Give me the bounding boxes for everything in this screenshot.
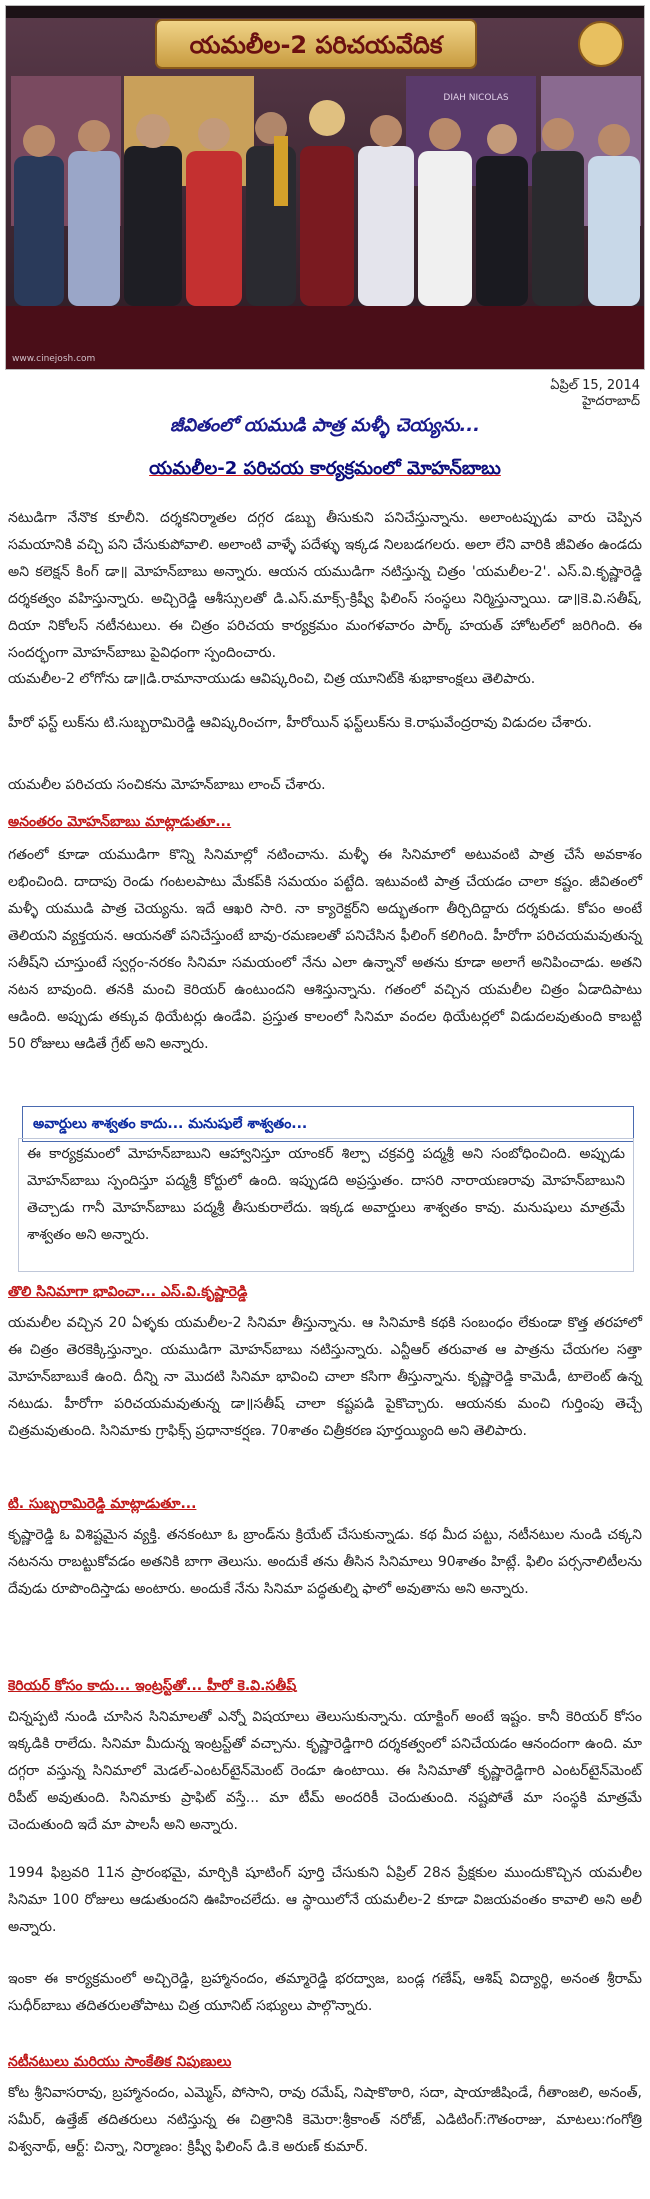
headline: జీవితంలో యముడి పాత్ర మళ్ళీ చెయ్యను... xyxy=(170,415,480,436)
dateline xyxy=(0,378,640,410)
paragraph-ali: 1994 ఫిబ్రవరి 11న ప్రారంభమై, మార్చికి షూటింగ్ పూర్తి చేసుకుని ఏప్రిల్ 28న ప్రేక్షకుల ముందుకొచ్చిన యమలీల సినిమా 100 రోజులు ఆడుతుందని ఊహించలేదు. ఆ స్థాయిలోనే యమలీల-2 కూడా విజయవంతం కావాలి అని అలీ అన్నారు. xyxy=(8,1865,642,1935)
subheadline: యమలీల-2 పరిచయ కార్యక్రమంలో మోహన్‌బాబు xyxy=(149,458,501,479)
poster-text: DIAH NICOLAS xyxy=(443,93,509,103)
paragraph-subbaramireddy: కృష్ణారెడ్డి ఓ విశిష్టమైన వ్యక్తి. తనకంటూ ఓ బ్రాండ్‌ను క్రియేట్ చేసుకున్నాడు. కథ మీద పట్టు, నటీనటుల నుండి చక్కని నటనను రాబట్టుకోవడం అతనికి బాగా తెలుసు. అందుకే తను తీసిన సినిమాలు 90శాతం హిట్లే. ఫిలిం పర్సనాలిటీలను దేవుడు రూపొందిస్తాడు అంటారు. అందుకే నేను సినిమా పద్ధతుల్ని ఫాలో అవుతాను అని అన్నారు. xyxy=(8,1527,642,1597)
subhead-cast-crew: నటీనటులు మరియు సాంకేతిక నిపుణులు xyxy=(8,2054,232,2070)
date: ఏప్రిల్ 15, 2014 xyxy=(550,378,640,393)
subhead-awards: అవార్డులు శాశ్వతం కాదు... మనుషులే శాశ్వతం... xyxy=(22,1106,634,1142)
subhead-director: తొలి సినిమాగా భావించా... ఎస్.వి.కృష్ణారెడ్డి xyxy=(8,1284,248,1300)
paragraph-intro: నటుడిగా నేనొక కూలీని. దర్శకనిర్మాతల దగ్గర డబ్బు తీసుకుని పనిచేస్తున్నాను. అలాంటప్పుడు వారు చెప్పిన సమయానికి వచ్చి పని చేసుకుపోవాలి. అలాంటి వాళ్ళే పదేళ్ళు ఇక్కడ నిలబడగలరు. అలా లేని వారికి జీవితం ఉండదు అని కలెక్షన్ కింగ్ డా॥ మోహన్‌బాబు అన్నారు. ఆయన యముడిగా నటిస్తున్న చిత్రం 'యమలీల-2'. ఎస్.వి.కృష్ణారెడ్డి దర్శకత్వం వహిస్తున్నారు. అచ్చిరెడ్డి ఆశీస్సులతో డి.ఎస్.మాక్స్-క్రిష్వీ ఫిలింస్ సంస్థలు నిర్మిస్తున్నాయి. డా॥కె.వి.సతీష్, దియా నికోలస్ నటీనటులు. ఈ చిత్రం పరిచయ కార్యక్రమం మంగళవారం పార్క్ హయత్ హోటల్‌లో జరిగింది. ఈ సందర్భంగా మోహన్‌బాబు పైవిధంగా స్పందించారు. xyxy=(8,510,642,661)
paragraph-cast-crew: కోట శ్రీనివాసరావు, బ్రహ్మానందం, ఎమ్మెస్, పోసాని, రావు రమేష్, నిషాకొఠారి, సదా, షాయాజీషిండే, గీతాంజలి, అనంత్, సమీర్, ఉత్తేజ్ తదితరులు నటిస్తున్న ఈ చిత్రానికి కెమెరా:శ్రీకాంత్ నరోజ్, ఎడిటింగ్:గౌతంరాజు, మాటలు:గంగోత్రి విశ్వనాథ్, ఆర్ట్: చిన్నా, నిర్మాణం: క్రిష్వీ ఫిలింస్ డి.కె అరుణ్ కుమార్. xyxy=(8,2085,642,2155)
paragraph-director: యమలీల వచ్చిన 20 ఏళ్ళకు యమలీల-2 సినిమా తీస్తున్నాను. ఆ సినిమాకి కథకి సంబంధం లేకుండా కొత్త తరహాలో ఈ చిత్రం తెరకెక్కిస్తున్నాం. యముడిగా మోహన్‌బాబు నటిస్తున్నారు. ఎన్టీఆర్ తరువాత ఆ పాత్రను చేయగల సత్తా మోహన్‌బాబుకే ఉంది. దీన్ని నా మొదటి సినిమా భావించి చాలా కసిగా తీస్తున్నాను. కృష్ణారెడ్డి కామెడీ, టాలెంట్ ఉన్న నటుడు. హీరోగా పరిచయమవుతున్న డా॥సతీష్ చాలా కష్టపడి పైకొచ్చారు. ఆయనకు మంచి గుర్తింపు తెచ్చే చిత్రమవుతుంది. సినిమాకు గ్రాఫిక్స్ ప్రధానాకర్షణ. 70శాతం చిత్రీకరణ పూర్తయ్యింది అని తెలిపారు. xyxy=(8,1315,642,1439)
paragraph-launch: యమలీల పరిచయ సంచికను మోహన్‌బాబు లాంచ్ చేశారు. xyxy=(8,777,326,793)
subhead-subbaramireddy: టి. సుబ్బరామిరెడ్డి మాట్లాడుతూ... xyxy=(8,1496,197,1512)
subhead-hero: కెరియర్ కోసం కాదు... ఇంట్రస్ట్‌తో... హీరో కె.వి.సతీష్ xyxy=(8,1678,297,1694)
photo-watermark: www.cinejosh.com xyxy=(12,354,96,364)
awards-box xyxy=(18,1138,634,1272)
paragraph-first-look: హీరో ఫస్ట్ లుక్‌ను టి.సుబ్బరామిరెడ్డి ఆవిష్కరించగా, హీరోయిన్ ఫస్ట్‌లుక్‌ను కె.రాఘవేంద్రరావు విడుదల చేశారు. xyxy=(8,715,592,731)
paragraph-hero: చిన్నప్పటి నుండి చూసిన సినిమాలతో ఎన్నో విషయాలు తెలుసుకున్నాను. యాక్టింగ్ అంటే ఇష్టం. కానీ కెరియర్ కోసం ఇక్కడికి రాలేదు. సినిమా మీదున్న ఇంట్రస్ట్‌తో వచ్చాను. కృష్ణారెడ్డిగారి దర్శకత్వంలో పనిచేయడం ఆనందంగా ఉంది. మా దగ్గరా వస్తున్న సినిమాలో మెడల్-ఎంటర్‌టైన్‌మెంట్ రెండూ ఉంటాయి. ఈ సినిమాతో కృష్ణారెడ్డిగారి ఎంటర్‌టైన్‌మెంట్ రిపీట్ అవుతుంది. సినిమాకు ప్రాఫిట్ వస్తే... మా టీమ్ అందరికీ చెందుతుంది. నష్టపోతే మా సంస్థకి మాత్రమే చెందుతుంది ఇదే మా పాలసీ అని అన్నారు. xyxy=(8,1709,642,1833)
paragraph-logo: యమలీల-2 లోగోను డా॥డి.రామానాయుడు ఆవిష్కరించి, చిత్ర యూనిట్‌కి శుభాకాంక్షలు తెలిపారు. xyxy=(8,671,536,687)
paragraph-mohanbabu: గతంలో కూడా యముడిగా కొన్ని సినిమాల్లో నటించాను. మళ్ళీ ఈ సినిమాలో అటువంటి పాత్ర చేసే అవకాశం లభించింది. దాదాపు రెండు గంటలపాటు మేకప్‌కి సమయం పట్టేది. ఇటువంటి పాత్ర చేయడం చాలా కష్టం. జీవితంలో మళ్ళీ యముడి పాత్ర చెయ్యను. ఇదే ఆఖరి సారి. నా క్యారెక్టర్‌ని అద్భుతంగా తీర్చిదిద్దారు దర్శకుడు. కోపం అంటే తెలియని వ్యక్తయన. ఆయనతో పనిచేస్తుంటే బావు-రమణలతో పనిచేసిన ఫీలింగ్ కలిగింది. హీరోగా పరిచయమవుతున్న సతీష్‌ని చూస్తుంటే స్వర్గం-నరకం సినిమా సమయంలో నేను ఎలా ఉన్నానో అతను కూడా అలాగే అనిపించాడు. అతని నటన బావుంది. తనకి మంచి కెరియర్ ఉంటుందని ఆశిస్తున్నాను. గతంలో వచ్చిన యమలీల చిత్రం ఏడాదిపాటు ఆడింది. అప్పుడు తక్కువ థియేటర్లు ఉండేవి. ప్రస్తుత కాలంలో సినిమా వందల థియేటర్లలో విడుదలవుతుంది కాబట్టి 50 రోజులు ఆడితే గ్రేట్ అని అన్నారు. xyxy=(8,847,642,1052)
event-photo xyxy=(5,5,645,370)
subhead-mohanbabu: అనంతరం మోహన్‌బాబు మాట్లాడుతూ... xyxy=(8,814,232,830)
banner-text: యమలీల-2 పరిచయవేదిక xyxy=(189,31,443,59)
place: హైదరాబాద్ xyxy=(582,394,640,409)
paragraph-attendees: ఇంకా ఈ కార్యక్రమంలో అచ్చిరెడ్డి, బ్రహ్మానందం, తమ్మారెడ్డి భరద్వాజ, బండ్ల గణేష్, ఆశిష్ విద్యార్థి, అనంత శ్రీరామ్ సుధీర్‌బాబు తదితరులతోపాటు చిత్ర యూనిట్ సభ్యులు పాల్గొన్నారు. xyxy=(8,1971,642,2014)
paragraph-awards: ఈ కార్యక్రమంలో మోహన్‌బాబుని ఆహ్వానిస్తూ యాంకర్ శిల్పా చక్రవర్తి పద్మశ్రీ అని సంబోధించింది. అప్పుడు మోహన్‌బాబు స్పందిస్తూ పద్మశ్రీ కోర్టులో ఉంది. ఇప్పుడది అప్రస్తుతం. దాసరి నారాయణరావు మోహన్‌బాబుని తెచ్చాడు గానీ మోహన్‌బాబు పద్మశ్రీ తీసుకురాలేదు. ఇక్కడ అవార్డులు శాశ్వతం కావు. మనుషులు మాత్రమే శాశ్వతం అని అన్నారు. xyxy=(27,1146,625,1243)
